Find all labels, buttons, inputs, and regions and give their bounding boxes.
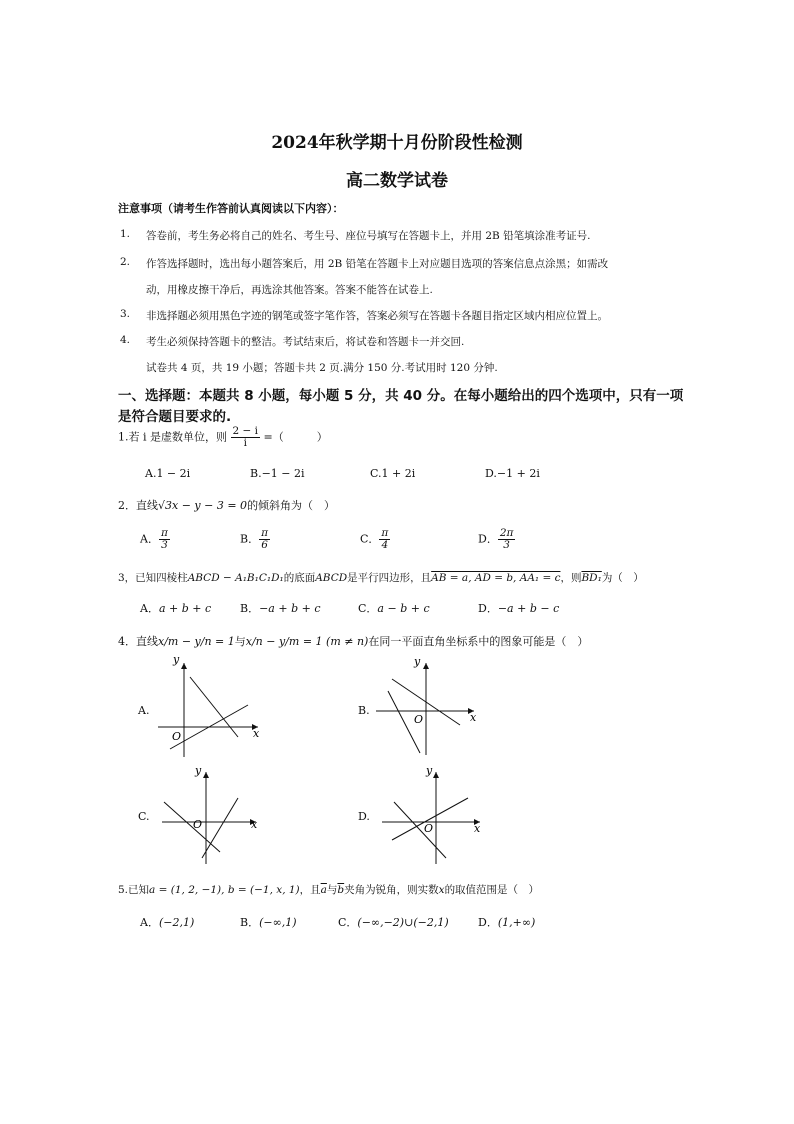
q4-graph-c — [150, 762, 270, 867]
question-2-equation: √3x − y − 3 = 0 — [158, 499, 248, 512]
question-5-text: 夹角为锐角，则实数 — [344, 884, 439, 896]
exam-summary: 试卷共 4 页，共 19 小题；答题卡共 2 页.满分 150 分.考试用时 120 分钟. — [146, 362, 498, 374]
y-axis-arrow — [433, 772, 439, 778]
question-5-vector-a: $\overline{a}$ — [320, 884, 327, 896]
question-5-suffix: 的取值范围是（ ） — [444, 884, 540, 896]
question-5-vectors: a = (1, 2, −1), b = (−1, x, 1) — [149, 884, 300, 896]
q2-option-c — [360, 528, 390, 551]
notice-item-number: 3. — [120, 308, 131, 320]
x-axis-label: x — [251, 818, 258, 831]
q5-option-b — [240, 914, 297, 930]
q4-graph-a — [150, 655, 270, 760]
q2-option-d — [478, 528, 515, 551]
option-fraction — [259, 528, 270, 551]
q5-option-d — [478, 914, 535, 930]
y-axis-label: y — [173, 655, 180, 666]
q4-graph-b — [370, 655, 490, 760]
option-expression: a + b + c — [158, 602, 212, 615]
q4-graph-label-b: B. — [358, 704, 370, 717]
q3-option-c — [358, 600, 430, 616]
question-2-suffix: 的倾斜角为（ ） — [247, 499, 336, 512]
question-3-vectors: AB = a, AD = b, AA₁ = c — [431, 572, 561, 584]
question-1-fraction — [231, 426, 261, 449]
fraction-numerator: π — [261, 527, 268, 539]
question-5-text: ，且 — [299, 884, 321, 896]
notice-item-text-continued: 动，用橡皮擦干净后，再选涂其他答案。答案不能答在试卷上. — [146, 284, 433, 296]
line-1 — [190, 677, 238, 737]
question-4-text: 与 — [234, 635, 246, 648]
fraction-denominator: 6 — [261, 539, 268, 552]
notice-item-text: 答卷前，考生务必将自己的姓名、考生号、座位号填写在答题卡上，并用 2B 铅笔填涂准考证号. — [146, 230, 591, 242]
question-5-text: 与 — [326, 884, 338, 896]
q1-option-b: B.−1 − 2i — [250, 467, 305, 480]
option-label: C． — [360, 532, 380, 546]
q3-option-b — [240, 600, 321, 616]
question-3-prism: ABCD − A₁B₁C₁D₁ — [187, 572, 284, 584]
option-expression: (−2,1) — [158, 916, 195, 929]
option-expression: −a + b + c — [259, 602, 321, 615]
question-3-prefix: 3，已知四棱柱 — [118, 572, 188, 584]
fraction-denominator: 3 — [503, 539, 510, 552]
fraction-numerator: 2π — [499, 527, 514, 539]
option-label: A． — [140, 602, 159, 615]
question-4-prefix: 4．直线 — [118, 635, 158, 648]
question-2 — [118, 497, 335, 513]
option-label: D． — [478, 602, 498, 615]
q5-option-c — [338, 914, 449, 930]
origin-label: O — [172, 730, 182, 743]
question-3-text: 是平行四边形，且 — [347, 572, 432, 584]
q4-graph-label-d: D. — [358, 810, 370, 823]
notice-item-number: 2. — [120, 256, 131, 268]
option-expression: (−∞,1) — [259, 916, 297, 929]
y-axis-label: y — [426, 764, 433, 777]
q3-option-a — [140, 600, 211, 616]
y-axis-label: y — [195, 764, 202, 777]
option-expression: −a + b − c — [497, 602, 560, 615]
option-label: B． — [240, 916, 260, 929]
question-3 — [118, 570, 644, 585]
fraction-numerator: π — [381, 527, 389, 539]
question-5-variable: x — [438, 884, 445, 896]
question-4-equation-2: x/n − y/m = 1 (m ≠ n) — [245, 635, 369, 648]
question-1 — [118, 426, 328, 449]
option-label: B． — [240, 532, 260, 546]
exam-subtitle: 高二数学试卷 — [346, 171, 448, 191]
notice-item-number: 1. — [120, 228, 131, 240]
option-expression: (−∞,−2)∪(−2,1) — [357, 916, 449, 929]
y-axis-label: y — [414, 655, 421, 668]
notice-item-text: 作答选择题时，选出每小题答案后，用 2B 铅笔在答题卡上对应题目选项的答案信息点涂黑；如需改 — [146, 258, 609, 270]
section-heading: 一、选择题：本题共 8 小题，每小题 5 分，共 40 分。在每小题给出的四个选项中，只有一项 — [118, 388, 684, 404]
fraction-numerator: π — [160, 527, 168, 539]
q4-graph-label-c: C. — [138, 810, 150, 823]
q1-option-c: C.1 + 2i — [370, 467, 416, 480]
option-expression: a − b + c — [377, 602, 430, 615]
question-4-suffix: 在同一平面直角坐标系中的图象可能是（ ） — [368, 635, 589, 648]
q2-option-b — [240, 528, 270, 551]
line-2 — [394, 802, 446, 858]
q4-graph-d — [370, 762, 490, 867]
option-label: D． — [478, 916, 498, 929]
q1-option-a: A.1 − 2i — [145, 467, 191, 480]
q5-option-a — [140, 914, 194, 930]
fraction-denominator: 3 — [161, 539, 168, 552]
origin-label: O — [193, 818, 203, 831]
question-1-prefix: 1.若 i 是虚数单位，则 — [118, 430, 228, 444]
question-4 — [118, 633, 588, 649]
notice-item-text: 非选择题必须用黑色字迹的钢笔或签字笔作答，答案必须写在答题卡各题目指定区域内相应位置上。 — [146, 310, 608, 322]
notice-heading: 注意事项（请考生作答前认真阅读以下内容）： — [118, 202, 344, 215]
option-fraction — [159, 528, 170, 551]
option-label: A． — [140, 532, 159, 546]
line-1 — [164, 802, 220, 852]
option-label: D． — [478, 532, 498, 546]
section-heading-continued: 是符合题目要求的. — [118, 409, 232, 425]
question-3-base: ABCD — [315, 572, 348, 584]
q3-option-d — [478, 600, 559, 616]
origin-label: O — [424, 822, 434, 835]
question-3-text: 的底面 — [283, 572, 316, 584]
option-label: A． — [140, 916, 159, 929]
y-axis-arrow — [423, 663, 429, 669]
notice-item-text: 考生必须保持答题卡的整洁。考试结束后，将试卷和答题卡一并交回. — [146, 336, 465, 348]
q4-graph-label-a: A. — [138, 704, 150, 717]
option-fraction — [498, 528, 516, 551]
x-axis-label: x — [470, 711, 477, 724]
y-axis-arrow — [181, 663, 187, 669]
question-3-target: BD₁ — [581, 572, 602, 584]
x-axis-label: x — [474, 822, 481, 835]
option-label: C． — [338, 916, 358, 929]
question-5 — [118, 882, 539, 897]
exam-title: 2024年秋学期十月份阶段性检测 — [271, 133, 523, 153]
fraction-denominator: i — [243, 437, 247, 450]
fraction-numerator: 2 − i — [232, 425, 259, 437]
fraction-denominator: 4 — [381, 539, 389, 552]
question-3-text: ，则 — [560, 572, 582, 584]
option-label: B． — [240, 602, 260, 615]
question-5-vector-b: $\overline{b}$ — [337, 884, 345, 896]
option-fraction — [379, 528, 390, 551]
question-2-prefix: 2．直线 — [118, 499, 158, 512]
option-expression: (1,+∞) — [497, 916, 536, 929]
origin-label: O — [414, 713, 424, 726]
x-axis-label: x — [253, 727, 260, 740]
option-label: C． — [358, 602, 378, 615]
question-1-suffix: =（ ） — [263, 430, 328, 444]
question-4-equation-1: x/m − y/n = 1 — [158, 635, 235, 648]
notice-item-number: 4. — [120, 334, 131, 346]
question-3-suffix: 为（ ） — [601, 572, 644, 584]
y-axis-arrow — [203, 772, 209, 778]
line-2 — [202, 798, 238, 858]
q2-option-a — [140, 528, 170, 551]
q1-option-d: D.−1 + 2i — [485, 467, 540, 480]
question-5-prefix: 5.已知 — [118, 884, 150, 896]
